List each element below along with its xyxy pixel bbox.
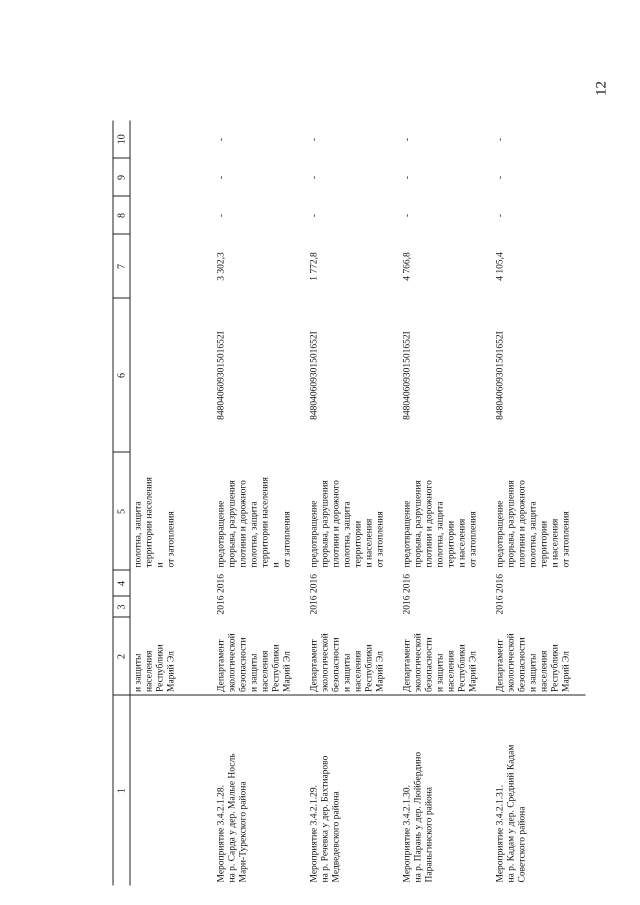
budget-code-cell: 848040609301501652I xyxy=(216,331,226,420)
organization-cell: и защиты населения Республики Марий Эл xyxy=(130,618,214,696)
measure-name-cell xyxy=(130,696,214,886)
year-end-cell xyxy=(130,571,214,597)
amount-cell: 3 302,3 xyxy=(216,252,226,281)
col10-cell: - xyxy=(216,137,226,142)
year-start-cell xyxy=(130,597,214,618)
measure-name-cell: Мероприятие 3.4.2.1.29. на р. Речевка у дер. Бахтиарово Медведевского района xyxy=(309,755,341,883)
column-header: 8 xyxy=(113,197,130,235)
col9-cell: - xyxy=(309,175,319,180)
column-header: 5 xyxy=(113,453,130,571)
year-start-cell: 2016 xyxy=(495,595,505,615)
col9-cell: - xyxy=(402,175,412,180)
amount-cell: 1 772,8 xyxy=(309,252,319,281)
year-start-cell: 2016 xyxy=(402,595,412,615)
table-row xyxy=(306,121,399,886)
col9-cell: - xyxy=(216,175,226,180)
purpose-cell: предотвращение прорыва, разрушения плотини и дорожного полотна, защита территории и населения от затопления xyxy=(402,480,478,568)
year-end-cell: 2016 xyxy=(495,574,505,593)
year-start-cell: 2016 xyxy=(216,595,226,615)
measure-name-cell: Мероприятие 3.4.2.1.30. на р. Парань у дер. Люйбердино Параньгинского района xyxy=(402,751,434,883)
year-end-cell: 2016 xyxy=(216,574,226,593)
measure-name-cell: Мероприятие 3.4.2.1.31. на р. Кадам у дер. Средний Кадам Советского района xyxy=(495,744,527,883)
column-header: 3 xyxy=(113,597,130,618)
column-header: 10 xyxy=(113,121,130,159)
purpose-cell: предотвращение прорыва, разрушения плотини и дорожного полотна, защита территории населения и от затопления xyxy=(216,477,292,568)
col10-cell: - xyxy=(309,137,319,142)
table-row-continuation xyxy=(130,121,214,886)
organization-cell: Департамент экологической безопасности и защиты населения Республики Марий Эл xyxy=(492,618,585,696)
table-row xyxy=(492,121,585,886)
col8-cell: - xyxy=(309,213,319,218)
budget-code-cell: 848040609301501652I xyxy=(402,331,412,420)
col8-cell xyxy=(130,197,214,235)
purpose-cell: предотвращение прорыва, разрушения плотини и дорожного полотна, защита территории и населения от затопления xyxy=(309,480,385,568)
col8-cell: - xyxy=(402,213,412,218)
budget-code-cell: 848040609301501652I xyxy=(495,331,505,420)
year-start-cell: 2016 xyxy=(309,595,319,615)
measures-table xyxy=(112,121,585,886)
header-row xyxy=(113,121,130,886)
column-header: 1 xyxy=(113,696,130,886)
table-row xyxy=(213,121,306,886)
col9-cell xyxy=(130,159,214,197)
amount-cell xyxy=(130,235,214,299)
amount-cell: 4 766,8 xyxy=(402,252,412,281)
purpose-cell: полотна, защита территории населения и от затопления xyxy=(133,477,176,568)
budget-code-cell xyxy=(130,299,214,453)
purpose-cell: предотвращение прорыва, разрушения плотини и дорожного полотна, защита территории и населения от затопления xyxy=(495,480,571,568)
column-header: 6 xyxy=(113,299,130,453)
budget-code-cell: 848040609301501652I xyxy=(309,331,319,420)
table-row xyxy=(399,121,492,886)
organization-cell: Департамент экологической безопасности и защиты населения Республики Марий Эл xyxy=(399,618,492,696)
col9-cell: - xyxy=(495,175,505,180)
column-header: 2 xyxy=(113,618,130,696)
year-end-cell: 2016 xyxy=(309,574,319,593)
column-header: 7 xyxy=(113,235,130,299)
col10-cell xyxy=(130,121,214,159)
col8-cell: - xyxy=(495,213,505,218)
page-number: 12 xyxy=(593,81,610,96)
column-header: 9 xyxy=(113,159,130,197)
col10-cell: - xyxy=(402,137,412,142)
rotated-table-sheet xyxy=(112,121,612,886)
col10-cell: - xyxy=(495,137,505,142)
organization-cell: Департамент экологической безопасности и защиты населения Республики Марий Эл xyxy=(213,618,306,696)
measure-name-cell: Мероприятие 3.4.2.1.28. на р. Сарда у дер. Малые Носль Мари-Турекского района xyxy=(216,753,248,883)
col8-cell: - xyxy=(216,213,226,218)
organization-cell: Департамент экологической безопасности и защиты населения Республики Марий Эл xyxy=(306,618,399,696)
column-header: 4 xyxy=(113,571,130,597)
year-end-cell: 2016 xyxy=(402,574,412,593)
amount-cell: 4 105,4 xyxy=(495,252,505,281)
